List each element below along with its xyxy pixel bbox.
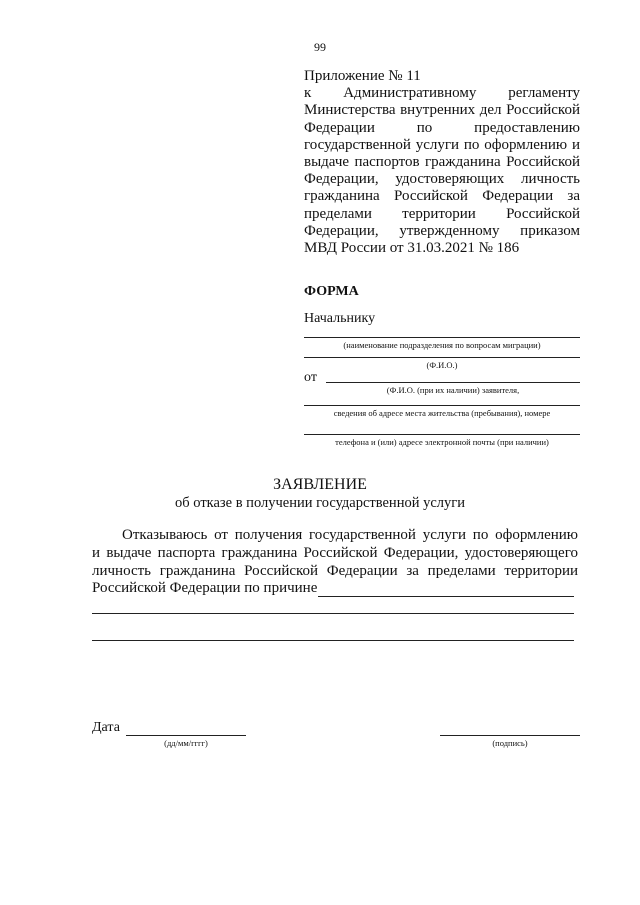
reason-field-line[interactable]	[318, 596, 574, 597]
reason-field-line[interactable]	[92, 640, 574, 641]
department-caption: (наименование подразделения по вопросам миграции)	[343, 340, 541, 350]
appendix-line: МВД России от 31.03.2021 № 186	[304, 240, 520, 257]
appendix-line: Приложение № 11	[304, 68, 421, 84]
department-field-line[interactable]	[304, 337, 580, 338]
appendix-block	[304, 68, 580, 257]
appendix-line: выдаче паспортов гражданина Российской	[304, 154, 580, 171]
statement-line: Отказываюсь от получения государственной услуги по оформлению	[122, 527, 578, 543]
address-caption: сведения об адресе места жительства (пребывания), номере	[333, 408, 551, 418]
statement-line: Российской Федерации по причине	[92, 580, 318, 597]
document-title: ЗАЯВЛЕНИЕ	[273, 476, 367, 493]
signature-caption: (подпись)	[492, 738, 528, 748]
date-field-line[interactable]	[126, 735, 246, 736]
statement-line: личность гражданина Российской Федерации за пределами территории	[92, 562, 578, 579]
date-caption: (дд/мм/гггг)	[164, 738, 208, 748]
appendix-line: Федерации по предоставлению	[304, 119, 580, 136]
contacts-caption: телефона и (или) адресе электронной почты (при наличии)	[335, 437, 549, 447]
statement-text	[92, 527, 578, 598]
applicant-caption: (Ф.И.О. (при их наличии) заявителя,	[386, 385, 520, 395]
form-label: ФОРМА	[304, 284, 359, 299]
from-label: от	[304, 370, 317, 385]
signature-field-line[interactable]	[440, 735, 580, 736]
page-number: 99	[314, 40, 326, 54]
reason-field-line[interactable]	[92, 613, 574, 614]
appendix-line: Федерации, удостоверяющих личность	[304, 171, 580, 188]
contacts-field-line[interactable]	[304, 434, 580, 435]
appendix-line: пределами территории Российской	[304, 205, 580, 222]
fio-caption: (Ф.И.О.)	[426, 360, 458, 370]
appendix-line: государственной услуги по оформлению и	[304, 136, 580, 153]
address-field-line[interactable]	[304, 405, 580, 406]
appendix-line: Министерства внутренних дел Российской	[304, 102, 580, 119]
fio-field-line[interactable]	[304, 357, 580, 358]
appendix-line: Федерации, утвержденному приказом	[304, 222, 580, 239]
statement-line: и выдаче паспорта гражданина Российской Федерации, удостоверяющего	[92, 544, 578, 561]
document-subtitle: об отказе в получении государственной услуги	[175, 495, 465, 511]
addressee-to-label: Начальнику	[304, 311, 376, 326]
appendix-line: гражданина Российской Федерации за	[304, 188, 580, 205]
date-label: Дата	[92, 720, 120, 735]
appendix-line: к Административному регламенту	[304, 85, 580, 102]
applicant-field-line[interactable]	[326, 382, 580, 383]
